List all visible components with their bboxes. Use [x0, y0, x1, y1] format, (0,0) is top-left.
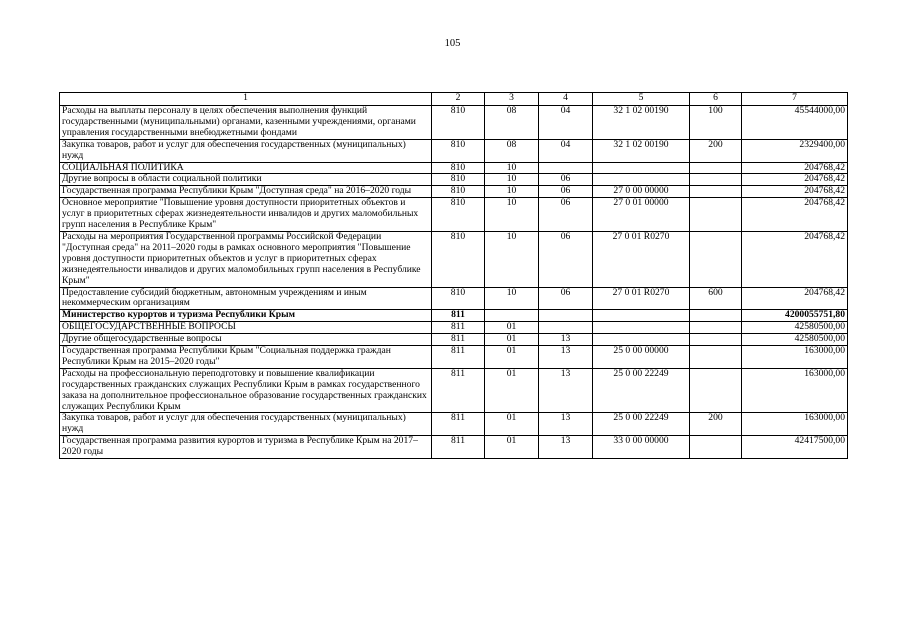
row-name-cell: Основное мероприятие "Повышение уровня доступности приоритетных объектов и услуг в приоритетных сферах жизнедеятельности инвалидов и других маломобильных групп населения в Республике Крым" — [60, 198, 432, 232]
expense-type-cell: 600 — [690, 287, 742, 310]
table-row — [60, 368, 848, 413]
section-code-cell: 08 — [485, 106, 539, 140]
admin-code-cell: 811 — [432, 346, 485, 369]
row-name-cell: Закупка товаров, работ и услуг для обеспечения государственных (муниципальных) нужд — [60, 413, 432, 436]
amount-cell: 204768,42 — [742, 231, 848, 287]
section-code-cell: 01 — [485, 346, 539, 369]
amount-cell: 163000,00 — [742, 346, 848, 369]
table-row — [60, 231, 848, 287]
target-article-cell: 27 0 01 R0270 — [593, 231, 690, 287]
amount-cell: 2329400,00 — [742, 139, 848, 162]
row-name-cell: Государственная программа развития курортов и туризма в Республике Крым на 2017–2020 годы — [60, 436, 432, 459]
expense-type-cell — [690, 310, 742, 322]
table-header-row — [60, 93, 848, 106]
row-name-cell: СОЦИАЛЬНАЯ ПОЛИТИКА — [60, 162, 432, 174]
target-article-cell — [593, 310, 690, 322]
expense-type-cell — [690, 198, 742, 232]
row-name-cell: Предоставление субсидий бюджетным, автономным учреждениям и иным некоммерческим организациям — [60, 287, 432, 310]
admin-code-cell: 811 — [432, 334, 485, 346]
section-code-cell: 01 — [485, 334, 539, 346]
subsection-code-cell: 06 — [539, 198, 593, 232]
subsection-code-cell — [539, 310, 593, 322]
expense-type-cell: 100 — [690, 106, 742, 140]
section-code-cell: 10 — [485, 162, 539, 174]
table-row — [60, 413, 848, 436]
row-name-cell: Расходы на выплаты персоналу в целях обеспечения выполнения функций государственными (муниципальными) органами, казенными учреждениями, органами управления государственными внебюджетными фондами — [60, 106, 432, 140]
table-row — [60, 162, 848, 174]
amount-cell: 204768,42 — [742, 287, 848, 310]
target-article-cell: 27 0 01 00000 — [593, 198, 690, 232]
row-name-cell: Другие общегосударственные вопросы — [60, 334, 432, 346]
header-cell: 4 — [539, 93, 593, 106]
section-code-cell: 01 — [485, 368, 539, 413]
header-cell: 6 — [690, 93, 742, 106]
admin-code-cell: 811 — [432, 368, 485, 413]
table-row — [60, 186, 848, 198]
table-row — [60, 287, 848, 310]
target-article-cell: 27 0 00 00000 — [593, 186, 690, 198]
admin-code-cell: 810 — [432, 162, 485, 174]
subsection-code-cell: 04 — [539, 106, 593, 140]
section-code-cell: 10 — [485, 186, 539, 198]
table-row — [60, 174, 848, 186]
amount-cell: 204768,42 — [742, 186, 848, 198]
section-code-cell: 10 — [485, 174, 539, 186]
section-code-cell — [485, 310, 539, 322]
amount-cell: 204768,42 — [742, 198, 848, 232]
subsection-code-cell: 06 — [539, 287, 593, 310]
table-row — [60, 334, 848, 346]
row-name-cell: Закупка товаров, работ и услуг для обеспечения государственных (муниципальных) нужд — [60, 139, 432, 162]
amount-cell: 42580500,00 — [742, 322, 848, 334]
row-name-cell: Расходы на профессиональную переподготовку и повышение квалификации государственных гражданских служащих Республики Крым в рамках государственного заказа на дополнительное профессиональное образование государственных гражданских служащих Республики Крым — [60, 368, 432, 413]
table-row — [60, 346, 848, 369]
table-row — [60, 198, 848, 232]
header-cell: 2 — [432, 93, 485, 106]
admin-code-cell: 811 — [432, 322, 485, 334]
target-article-cell — [593, 174, 690, 186]
admin-code-cell: 811 — [432, 413, 485, 436]
row-name-cell: Министерство курортов и туризма Республики Крым — [60, 310, 432, 322]
row-name-cell: Расходы на мероприятия Государственной программы Российской Федерации "Доступная среда" на 2011–2020 годы в рамках основного мероприятия "Повышение уровня доступности приоритетных объектов и услуг в приоритетных сферах жизнедеятельности инвалидов и других маломобильных групп населения в Республике Крым" — [60, 231, 432, 287]
amount-cell: 42417500,00 — [742, 436, 848, 459]
row-name-cell: ОБЩЕГОСУДАРСТВЕННЫЕ ВОПРОСЫ — [60, 322, 432, 334]
amount-cell: 163000,00 — [742, 368, 848, 413]
admin-code-cell: 810 — [432, 287, 485, 310]
subsection-code-cell: 06 — [539, 174, 593, 186]
expense-type-cell — [690, 436, 742, 459]
section-code-cell: 10 — [485, 287, 539, 310]
target-article-cell: 27 0 01 R0270 — [593, 287, 690, 310]
expense-type-cell — [690, 174, 742, 186]
table-row — [60, 322, 848, 334]
subsection-code-cell: 06 — [539, 231, 593, 287]
row-name-cell: Государственная программа Республики Крым "Социальная поддержка граждан Республики Крым на 2015–2020 годы" — [60, 346, 432, 369]
target-article-cell: 25 0 00 22249 — [593, 368, 690, 413]
section-code-cell: 01 — [485, 436, 539, 459]
target-article-cell: 25 0 00 00000 — [593, 346, 690, 369]
amount-cell: 4200055751,80 — [742, 310, 848, 322]
amount-cell: 204768,42 — [742, 174, 848, 186]
expense-type-cell: 200 — [690, 413, 742, 436]
amount-cell: 163000,00 — [742, 413, 848, 436]
row-name-cell: Государственная программа Республики Крым "Доступная среда" на 2016–2020 годы — [60, 186, 432, 198]
subsection-code-cell: 13 — [539, 368, 593, 413]
target-article-cell: 33 0 00 00000 — [593, 436, 690, 459]
admin-code-cell: 810 — [432, 106, 485, 140]
subsection-code-cell: 13 — [539, 436, 593, 459]
header-cell: 3 — [485, 93, 539, 106]
row-name-cell: Другие вопросы в области социальной политики — [60, 174, 432, 186]
admin-code-cell: 811 — [432, 436, 485, 459]
budget-table — [59, 92, 848, 459]
header-cell: 7 — [742, 93, 848, 106]
table-row — [60, 139, 848, 162]
expense-type-cell — [690, 346, 742, 369]
table-row — [60, 436, 848, 459]
expense-type-cell — [690, 334, 742, 346]
subsection-code-cell: 13 — [539, 334, 593, 346]
subsection-code-cell: 04 — [539, 139, 593, 162]
admin-code-cell: 810 — [432, 231, 485, 287]
subsection-code-cell — [539, 322, 593, 334]
expense-type-cell: 200 — [690, 139, 742, 162]
subsection-code-cell: 13 — [539, 346, 593, 369]
header-cell: 1 — [60, 93, 432, 106]
target-article-cell — [593, 334, 690, 346]
table-row — [60, 310, 848, 322]
expense-type-cell — [690, 368, 742, 413]
amount-cell: 204768,42 — [742, 162, 848, 174]
admin-code-cell: 810 — [432, 198, 485, 232]
subsection-code-cell — [539, 162, 593, 174]
page-number: 105 — [444, 38, 461, 49]
table-body — [60, 106, 848, 459]
section-code-cell: 08 — [485, 139, 539, 162]
admin-code-cell: 810 — [432, 139, 485, 162]
expense-type-cell — [690, 231, 742, 287]
section-code-cell: 10 — [485, 231, 539, 287]
admin-code-cell: 810 — [432, 174, 485, 186]
section-code-cell: 01 — [485, 322, 539, 334]
section-code-cell: 01 — [485, 413, 539, 436]
header-cell: 5 — [593, 93, 690, 106]
admin-code-cell: 810 — [432, 186, 485, 198]
table-row — [60, 106, 848, 140]
target-article-cell: 25 0 00 22249 — [593, 413, 690, 436]
target-article-cell: 32 1 02 00190 — [593, 106, 690, 140]
amount-cell: 45544000,00 — [742, 106, 848, 140]
expense-type-cell — [690, 186, 742, 198]
expense-type-cell — [690, 322, 742, 334]
subsection-code-cell: 06 — [539, 186, 593, 198]
target-article-cell — [593, 322, 690, 334]
target-article-cell — [593, 162, 690, 174]
amount-cell: 42580500,00 — [742, 334, 848, 346]
admin-code-cell: 811 — [432, 310, 485, 322]
target-article-cell: 32 1 02 00190 — [593, 139, 690, 162]
expense-type-cell — [690, 162, 742, 174]
section-code-cell: 10 — [485, 198, 539, 232]
subsection-code-cell: 13 — [539, 413, 593, 436]
